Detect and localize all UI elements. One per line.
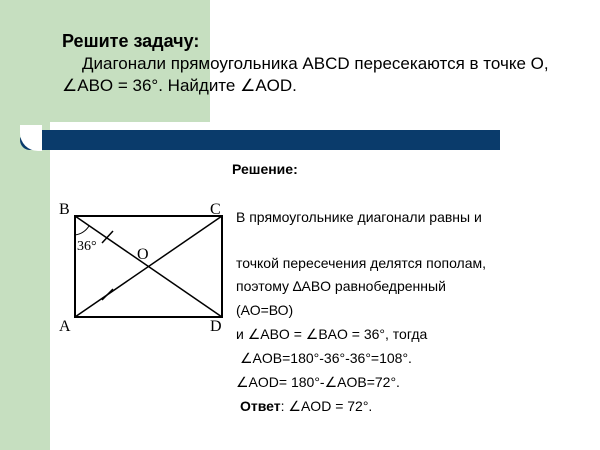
center-o-label: O <box>137 246 149 263</box>
solution-line: ∠AOB=180°-36°-36°=108°. <box>240 350 412 366</box>
problem-statement <box>62 30 582 97</box>
solution-line: (АО=ВО) <box>236 302 294 318</box>
vertex-c-label: C <box>210 201 221 218</box>
vertex-a-label: A <box>59 318 71 335</box>
angle-label: 36° <box>77 239 97 254</box>
vertex-b-label: B <box>59 201 70 218</box>
solution-line: поэтому ∆ABO равнобедренный <box>236 278 446 294</box>
solution-line: ∠AOD= 180°-∠AOB=72°. <box>236 374 400 390</box>
answer-line <box>240 398 372 415</box>
problem-text: Диагонали прямоугольника ABCD пересекаются в точке О, ∠ABO = 36°. Найдите ∠AOD. <box>62 54 549 95</box>
answer-value: : ∠AOD = 72°. <box>280 398 373 414</box>
solution-line: и ∠ABO = ∠BAO = 36°, тогда <box>236 326 428 342</box>
vertex-d-label: D <box>210 318 222 335</box>
answer-label: Ответ <box>240 398 281 414</box>
blue-divider-bar <box>50 130 500 150</box>
rectangle-figure <box>55 195 230 340</box>
solution-heading: Решение: <box>232 161 298 177</box>
angle-arc <box>75 226 89 235</box>
solution-line: точкой пересечения делятся пополам, <box>236 255 487 271</box>
green-side-strip <box>0 122 50 450</box>
tick-mark-ao <box>102 289 113 300</box>
solution-line: В прямоугольнике диагонали равны и <box>236 209 482 225</box>
problem-heading: Решите задачу: <box>62 31 200 51</box>
